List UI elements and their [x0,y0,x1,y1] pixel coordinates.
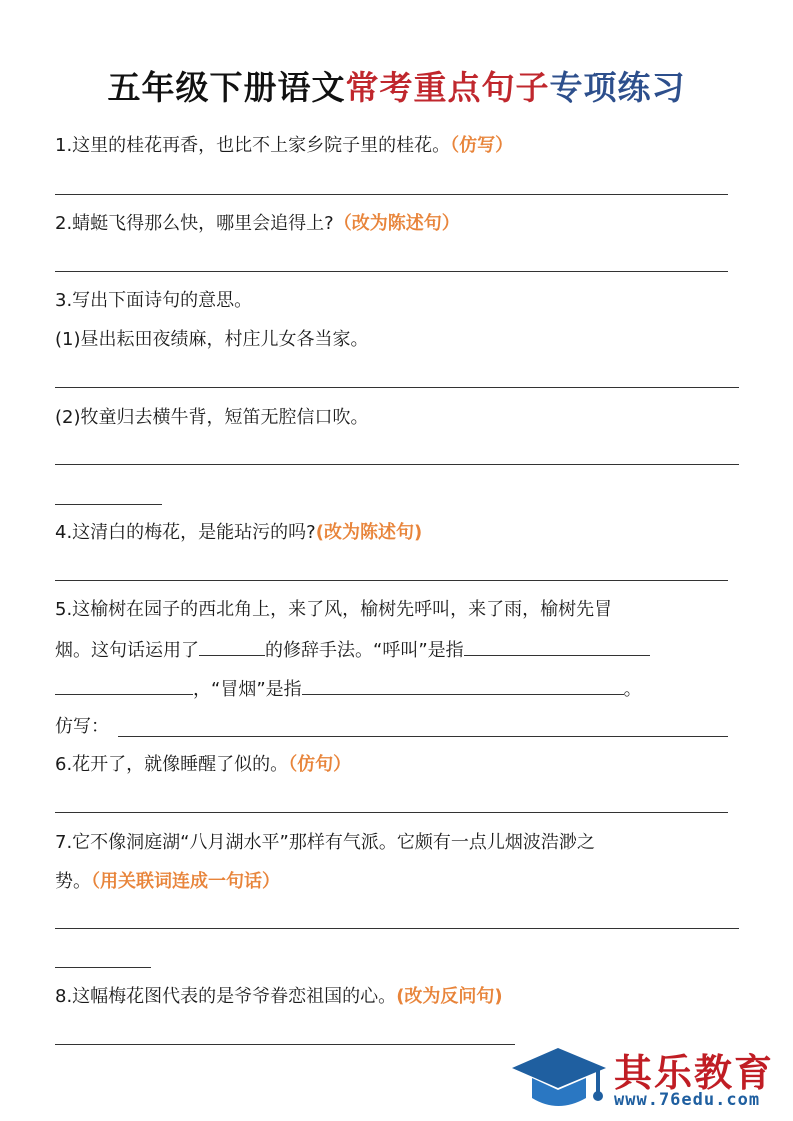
question-5-line-3 [55,676,642,702]
answer-line-7-2[interactable] [55,967,151,968]
question-5-imitate-label: 仿写： [55,716,109,737]
brand-logo [510,1040,790,1118]
question-1 [55,134,513,158]
question-7-line-2 [55,870,280,894]
answer-line-2[interactable] [55,271,728,272]
question-1-text: 1.这里的桂花再香，也比不上家乡院子里的桂花。 [55,135,451,156]
question-7-line-2-text: 势。 [55,871,91,892]
brand-name: 其乐教育 [614,1051,775,1095]
question-7-hint: （用关联词连成一句话） [91,871,280,892]
huchao-meaning-blank-cont[interactable] [55,676,193,695]
answer-line-5-imitate[interactable] [118,736,728,737]
answer-line-6[interactable] [55,812,728,813]
answer-line-8[interactable] [55,1044,515,1045]
question-6-text: 6.花开了，就像睡醒了似的。 [55,754,289,775]
brand-url: www.76edu.com [614,1090,761,1110]
question-3-sub-1: (1)昼出耘田夜绩麻，村庄儿女各当家。 [55,329,369,350]
answer-line-7-1[interactable] [55,928,739,929]
graduation-cap-icon [510,1040,610,1118]
question-7-line-1: 7.它不像洞庭湖“八月湖水平”那样有气派。它颇有一点儿烟波浩渺之 [55,832,595,853]
title-part-3: 专项练习 [549,68,686,107]
question-5-line-1: 5.这榆树在园子的西北角上，来了风，榆树先呼叫，来了雨，榆树先冒 [55,599,613,620]
question-5-line-3-b: 。 [623,679,642,700]
page-title [0,62,793,109]
question-3-sub-2: (2)牧童归去横牛背，短笛无腔信口吹。 [55,407,369,428]
question-8-text: 8.这幅梅花图代表的是爷爷眷恋祖国的心。 [55,986,397,1007]
question-4-text: 4.这清白的梅花，是能玷污的吗? [55,522,316,543]
question-5-line-2-b: 的修辞手法。“呼叫”是指 [265,640,464,661]
maoyan-meaning-blank[interactable] [302,676,624,695]
question-6 [55,753,351,777]
answer-line-3-3[interactable] [55,504,162,505]
question-5-line-2-a: 烟。这句话运用了 [55,640,199,661]
answer-line-1[interactable] [55,194,728,195]
question-4 [55,521,422,545]
question-6-hint: （仿句） [288,754,352,775]
answer-line-3-1[interactable] [55,387,739,388]
question-4-hint: (改为陈述句) [315,522,423,543]
title-part-2: 常考重点句子 [345,68,550,107]
title-part-1: 五年级下册语文 [107,68,346,107]
question-8-hint: (改为反问句) [396,986,503,1007]
question-2 [55,212,460,236]
answer-line-4[interactable] [55,580,728,581]
question-8 [55,985,503,1009]
rhetoric-blank[interactable] [199,637,265,656]
answer-line-3-2[interactable] [55,464,739,465]
question-5-line-3-a: ，“冒烟”是指 [193,679,302,700]
question-1-hint: （仿写） [450,135,514,156]
question-2-hint: （改为陈述句） [333,213,460,234]
huchao-meaning-blank[interactable] [464,637,650,656]
question-2-text: 2.蜻蜓飞得那么快，哪里会追得上? [55,213,334,234]
question-5-line-2 [55,637,650,663]
question-3: 3.写出下面诗句的意思。 [55,290,253,311]
